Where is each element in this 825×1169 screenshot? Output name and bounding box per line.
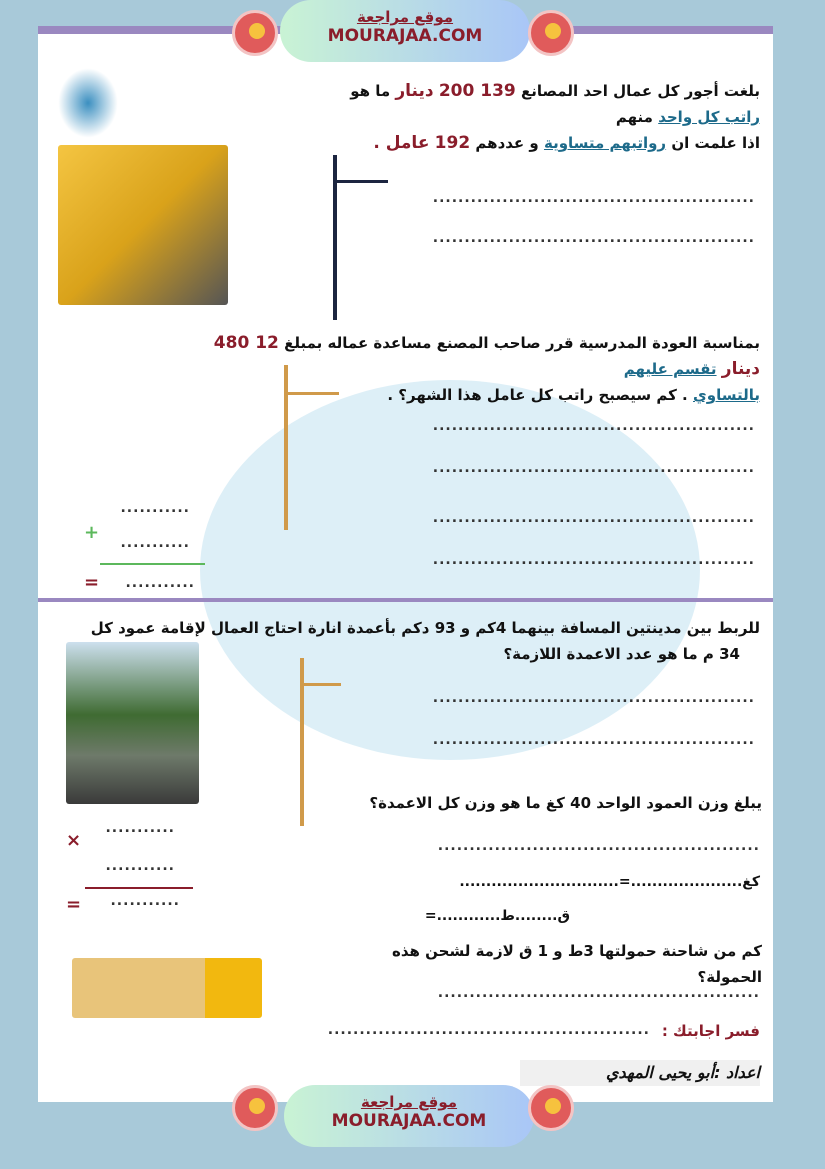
equals-sign: =: [84, 572, 100, 593]
answer-line[interactable]: ...................................................: [432, 690, 755, 706]
addition-line[interactable]: ...........: [120, 535, 190, 551]
road-photo: [66, 642, 199, 804]
division-bar: [303, 683, 341, 686]
answer-line[interactable]: ...................................................: [432, 230, 755, 246]
explain-answer-line[interactable]: ...................................................: [327, 1022, 650, 1038]
site-logo-icon: [528, 10, 574, 56]
sum-rule: [100, 563, 205, 565]
section-divider: [38, 598, 773, 602]
answer-line[interactable]: ...................................................: [432, 190, 755, 206]
addition-line[interactable]: ...........: [125, 575, 195, 591]
site-name-latin: MOURAJAA.COM: [327, 26, 483, 46]
division-bar: [336, 180, 388, 183]
answer-line[interactable]: ...................................................: [432, 418, 755, 434]
division-bar: [287, 392, 339, 395]
question-2: بمناسبة العودة المدرسية قرر صاحب المصنع مساعدة عماله بمبلغ 12 480 دينار تقسم عليهم بالتساوي . كم سيصبح راتب كل عامل هذا الشهر؟ .: [213, 333, 760, 404]
answer-line[interactable]: ...................................................: [432, 732, 755, 748]
product-rule: [85, 887, 193, 889]
question-4: يبلغ وزن العمود الواحد 40 كغ ما هو وزن كل الاعمدة؟: [369, 794, 762, 812]
factory-illustration: [58, 145, 228, 305]
header-site-badge[interactable]: [280, 0, 530, 62]
equals-sign: =: [66, 894, 82, 915]
question-5: كم من شاحنة حمولتها 3ط و 1 ق لازمة لشحن هذه الحمولة؟: [392, 942, 762, 986]
division-bar: [284, 365, 288, 530]
answer-line[interactable]: ...................................................: [437, 838, 760, 854]
plus-sign: +: [84, 522, 100, 543]
times-sign: ×: [66, 830, 82, 851]
multiplication-line[interactable]: ...........: [105, 858, 175, 874]
explain-label: فسر اجابتك :: [661, 1022, 760, 1040]
footer-site-badge[interactable]: [284, 1085, 534, 1147]
answer-line[interactable]: ...................................................: [432, 510, 755, 526]
site-name-arabic: موقع مراجعة: [360, 1093, 458, 1111]
question-1: بلغت أجور كل عمال احد المصانع 139 200 دينار ما هو راتب كل واحد منهم اذا علمت ان رواتبهم متساوية و عددهم 192 عامل .: [350, 81, 760, 153]
truck-illustration: [72, 958, 262, 1018]
conversion-line-kg[interactable]: كغ.....................=..............................: [459, 874, 760, 890]
multiplication-line[interactable]: ...........: [110, 893, 180, 909]
answer-line[interactable]: ...................................................: [432, 460, 755, 476]
site-logo-icon: [232, 10, 278, 56]
site-logo-icon: [232, 1085, 278, 1131]
addition-line[interactable]: ...........: [120, 500, 190, 516]
author-credit: اعداد :أبو يحيى المهدي: [520, 1060, 760, 1086]
site-name-arabic: موقع مراجعة: [356, 8, 454, 26]
school-logo-image: [58, 68, 118, 138]
conversion-line-tons[interactable]: ق........ط............=: [424, 908, 570, 924]
question-3: للربط بين مدينتين المسافة بينهما 4كم و 93 دكم بأعمدة انارة احتاج العمال لإقامة عمود كل 34 م ما هو عدد الاعمدة اللازمة؟: [90, 619, 760, 663]
site-name-latin: MOURAJAA.COM: [331, 1111, 487, 1131]
answer-line[interactable]: ...................................................: [437, 985, 760, 1001]
site-logo-icon: [528, 1085, 574, 1131]
answer-line[interactable]: ...................................................: [432, 552, 755, 568]
multiplication-line[interactable]: ...........: [105, 820, 175, 836]
